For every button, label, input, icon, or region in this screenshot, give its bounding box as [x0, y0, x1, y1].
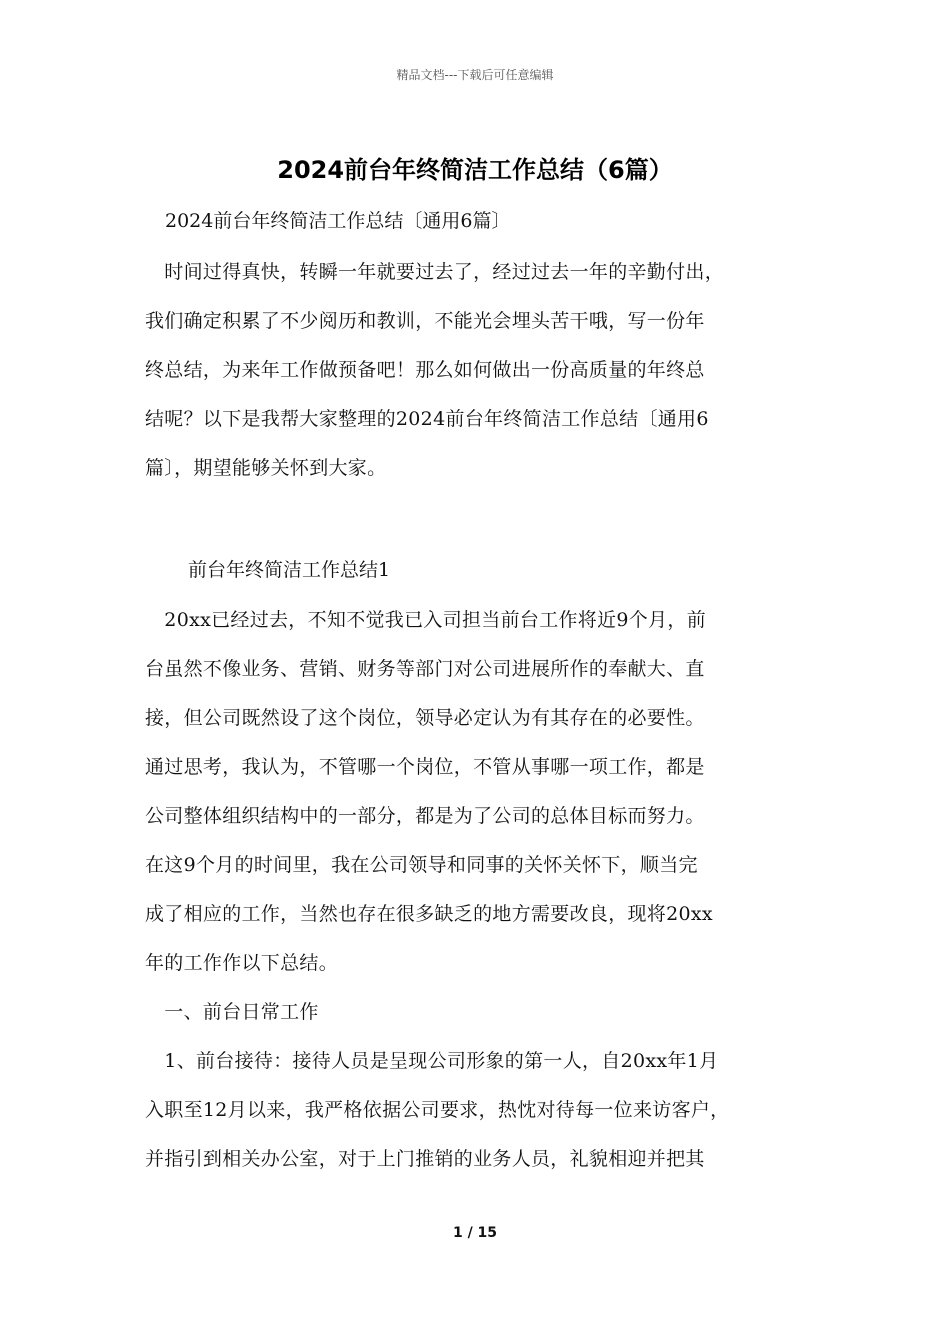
intro-line: 篇〕，期望能够关怀到大家。 [145, 457, 387, 479]
body-line: 台虽然不像业务、营销、财务等部门对公司进展所作的奉献大、直 [145, 658, 705, 680]
body-line: 1、前台接待：接待人员是呈现公司形象的第一人，自20xx年1月 [145, 1050, 719, 1072]
body-line: 通过思考，我认为，不管哪一个岗位，不管从事哪一项工作，都是 [145, 756, 705, 778]
body-line: 接，但公司既然设了这个岗位，领导必定认为有其存在的必要性。 [145, 707, 705, 729]
intro-line: 时间过得真快，转瞬一年就要过去了，经过过去一年的辛勤付出， [145, 261, 725, 283]
body-line: 并指引到相关办公室，对于上门推销的业务人员，礼貌相迎并把其 [145, 1148, 705, 1170]
body-line: 20xx已经过去，不知不觉我已入司担当前台工作将近9个月，前 [145, 609, 706, 631]
body-line: 在这9个月的时间里，我在公司领导和同事的关怀关怀下，顺当完 [145, 854, 698, 876]
intro-line: 结呢？以下是我帮大家整理的2024前台年终简洁工作总结〔通用6 [145, 408, 709, 430]
body-line: 成了相应的工作，当然也存在很多缺乏的地方需要改良，现将20xx [145, 903, 713, 925]
body-line: 年的工作作以下总结。 [145, 952, 339, 974]
intro-paragraph [145, 248, 825, 493]
section-body [145, 596, 825, 1184]
intro-line: 我们确定积累了不少阅历和教训，不能光会埋头苦干哦，写一份年 [145, 310, 705, 332]
body-line: 公司整体组织结构中的一部分，都是为了公司的总体目标而努力。 [145, 805, 705, 827]
intro-line: 终总结，为来年工作做预备吧！那么如何做出一份高质量的年终总 [145, 359, 705, 381]
page-number: 1 / 15 [452, 1225, 498, 1241]
subsection-heading: 一、前台日常工作 [145, 1001, 319, 1023]
document-title: 2024前台年终简洁工作总结（6篇） [277, 156, 673, 184]
body-line: 入职至12月以来，我严格依据公司要求，热忱对待每一位来访客户， [145, 1099, 730, 1121]
section-heading: 前台年终简洁工作总结1 [188, 559, 391, 581]
document-subtitle: 2024前台年终简洁工作总结〔通用6篇〕 [165, 210, 511, 232]
header-note: 精品文档---下载后可任意编辑 [396, 68, 554, 82]
